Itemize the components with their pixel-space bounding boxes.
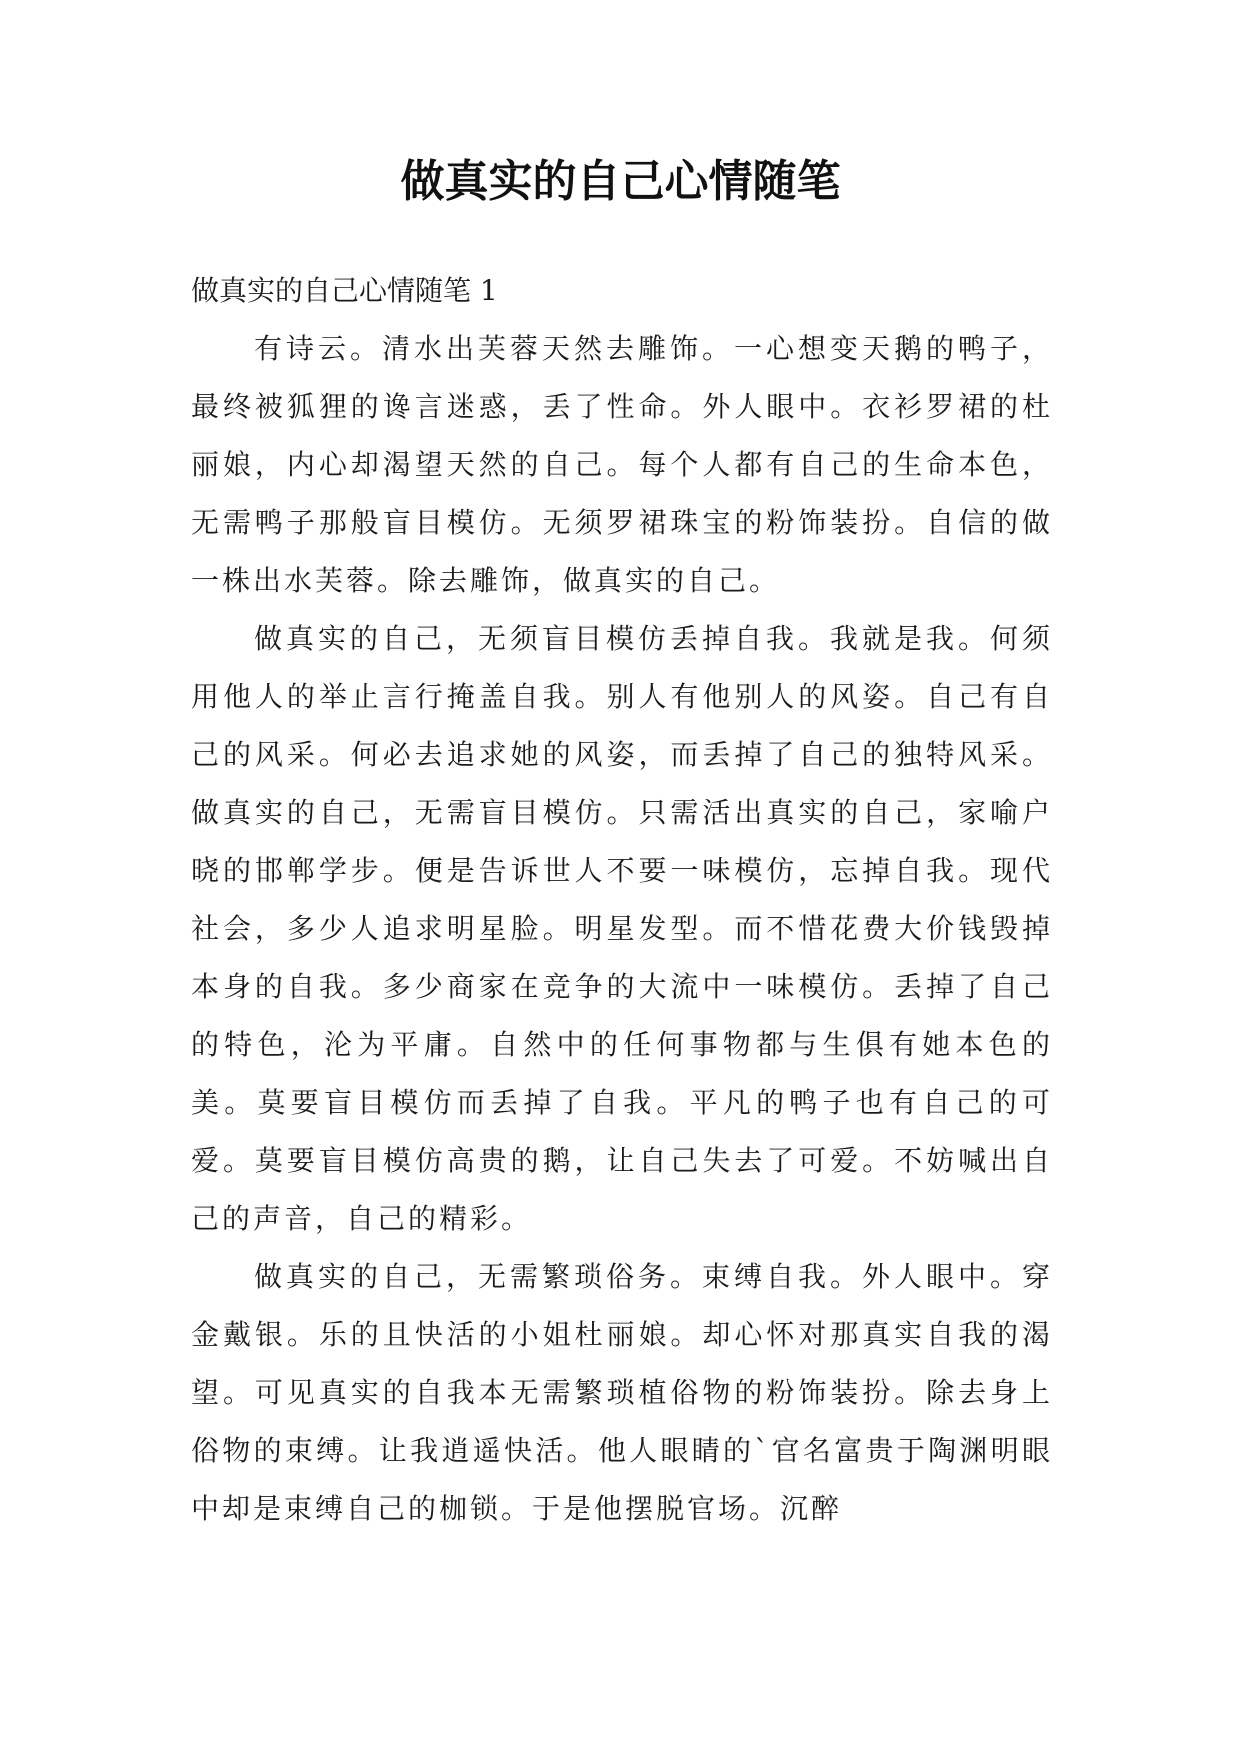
paragraph-2: 做真实的自己，无须盲目模仿丢掉自我。我就是我。何须用他人的举止言行掩盖自我。别人有他别人的风姿。自己有自己的风采。何必去追求她的风姿，而丢掉了自己的独特风采。做真实的自己，无需盲目模仿。只需活出真实的自己，家喻户晓的邯郸学步。便是告诉世人不要一味模仿，忘掉自我。现代社会，多少人追求明星脸。明星发型。而不惜花费大价钱毁掉本身的自我。多少商家在竞争的大流中一味模仿。丢掉了自己的特色，沦为平庸。自然中的任何事物都与生俱有她本色的美。莫要盲目模仿而丢掉了自我。平凡的鸭子也有自己的可爱。莫要盲目模仿高贵的鹅，让自己失去了可爱。不妨喊出自己的声音，自己的精彩。	[191, 622, 1053, 1235]
document-title: 做真实的自己心情随笔	[400, 156, 841, 207]
paragraph-1: 有诗云。清水出芙蓉天然去雕饰。一心想变天鹅的鸭子，最终被狐狸的谗言迷惑，丢了性命。外人眼中。衣衫罗裙的杜丽娘，内心却渴望天然的自己。每个人都有自己的生命本色，无需鸭子那般盲目模仿。无须罗裙珠宝的粉饰装扮。自信的做一株出水芙蓉。除去雕饰，做真实的自己。	[191, 332, 1053, 597]
section-heading: 做真实的自己心情随笔 1	[191, 274, 498, 307]
document-body	[191, 262, 1053, 1538]
paragraph-3: 做真实的自己，无需繁琐俗务。束缚自我。外人眼中。穿金戴银。乐的且快活的小姐杜丽娘。却心怀对那真实自我的渴望。可见真实的自我本无需繁琐植俗物的粉饰装扮。除去身上俗物的束缚。让我逍遥快活。他人眼睛的`官名富贵于陶渊明眼中却是束缚自己的枷锁。于是他摆脱官场。沉醉	[191, 1260, 1053, 1525]
